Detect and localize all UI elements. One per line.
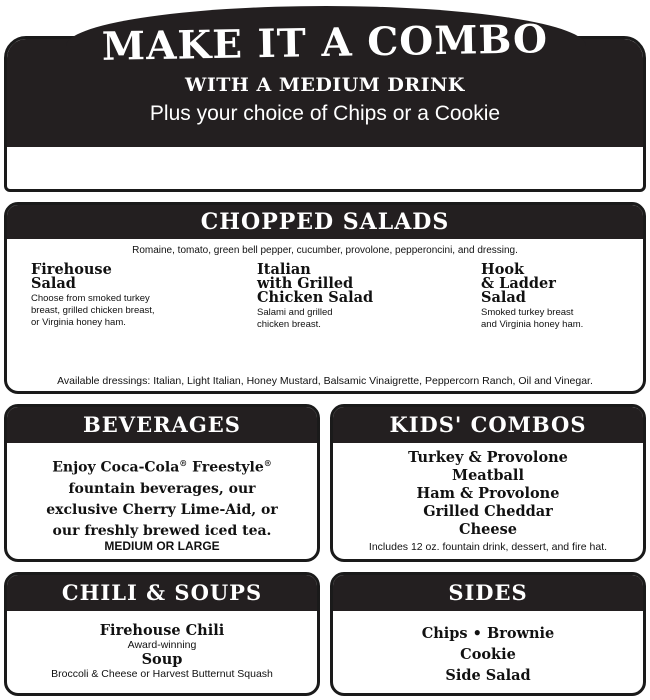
beverages-brand-freestyle: Freestyle xyxy=(187,459,264,476)
soup-options: Broccoli & Cheese or Harvest Butternut Squash xyxy=(51,668,273,680)
salad-description: Choose from smoked turkey breast, grilled chicken breast, or Virginia honey ham. xyxy=(31,293,155,328)
kids-combos-list xyxy=(333,449,643,539)
soup-name: Soup xyxy=(141,651,183,668)
chopped-salads-heading: CHOPPED SALADS xyxy=(7,205,643,239)
kids-combos-panel xyxy=(330,404,646,562)
chili-name: Firehouse Chili xyxy=(99,622,225,639)
beverages-panel xyxy=(4,404,320,562)
sides-panel xyxy=(330,572,646,696)
list-item: Cheese xyxy=(459,521,517,538)
salad-name: Hook & Ladder Salad xyxy=(481,261,556,306)
beverages-heading: BEVERAGES xyxy=(7,407,317,443)
registered-mark: ® xyxy=(179,458,188,468)
list-item: Cookie xyxy=(460,646,516,663)
list-item: Grilled Cheddar xyxy=(423,503,553,520)
beverages-description xyxy=(15,453,309,542)
beverages-line: fountain beverages, our xyxy=(68,480,256,497)
salads-ingredients: Romaine, tomato, green bell pepper, cucumber, provolone, pepperoncini, and dressing. xyxy=(132,245,518,256)
beverages-brand: Enjoy Coca-Cola xyxy=(52,459,180,476)
salad-name: Italian with Grilled Chicken Salad xyxy=(257,261,374,306)
list-item: Meatball xyxy=(452,467,524,484)
chili-soups-list xyxy=(7,623,317,681)
sides-list xyxy=(333,623,643,686)
beverages-line: our freshly brewed iced tea. xyxy=(52,522,272,539)
list-item: Side Salad xyxy=(445,667,531,684)
combo-tagline: Plus your choice of Chips or a Cookie xyxy=(149,102,501,125)
beverages-line xyxy=(15,453,309,479)
list-item: Ham & Provolone xyxy=(416,485,560,502)
beverages-sizes: MEDIUM OR LARGE xyxy=(104,539,220,553)
beverages-line: exclusive Cherry Lime-Aid, or xyxy=(46,501,278,518)
chili-soups-panel xyxy=(4,572,320,696)
salad-item xyxy=(481,263,583,331)
combo-subtitle: WITH A MEDIUM DRINK xyxy=(185,74,465,96)
chili-note: Award-winning xyxy=(127,639,197,651)
list-item: Chips • Brownie xyxy=(421,625,555,642)
salad-item xyxy=(31,263,155,329)
salad-description: Salami and grilled chicken breast. xyxy=(257,307,333,330)
chili-soups-heading: CHILI & SOUPS xyxy=(7,575,317,611)
kids-combos-note: Includes 12 oz. fountain drink, dessert, and fire hat. xyxy=(368,541,608,553)
kids-combos-heading: KIDS' COMBOS xyxy=(333,407,643,443)
chopped-salads-panel xyxy=(4,202,646,394)
salad-description: Smoked turkey breast and Virginia honey ham. xyxy=(481,307,584,330)
salad-item xyxy=(257,263,373,331)
registered-mark: ® xyxy=(263,458,272,468)
sides-heading: SIDES xyxy=(333,575,643,611)
combo-title: MAKE IT A COMBO xyxy=(101,16,549,70)
salad-name: Firehouse Salad xyxy=(31,261,112,292)
salads-dressings: Available dressings: Italian, Light Italian, Honey Mustard, Balsamic Vinaigrette, Peppercorn Ranch, Oil and Vinegar. xyxy=(57,375,593,387)
list-item: Turkey & Provolone xyxy=(408,449,568,466)
